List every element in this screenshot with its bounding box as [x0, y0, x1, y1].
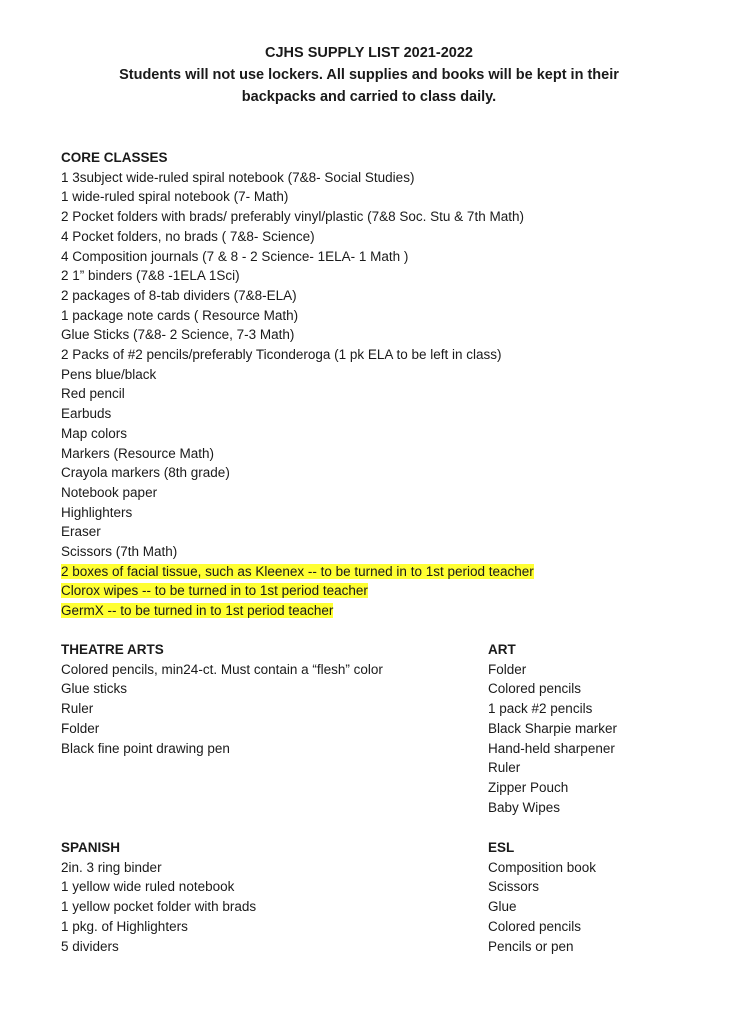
list-item: Pencils or pen — [488, 938, 574, 954]
list-item: Black Sharpie marker — [488, 720, 618, 736]
list-item: Eraser — [61, 524, 101, 540]
list-item: Colored pencils — [488, 918, 582, 934]
header-note-line-2: backpacks and carried to class daily. — [241, 89, 497, 105]
document-title: CJHS SUPPLY LIST 2021-2022 — [265, 45, 473, 61]
header-note-line-1: Students will not use lockers. All supplies and books will be kept in their — [119, 67, 619, 83]
highlighted-list-item — [61, 601, 534, 621]
highlighted-list-item — [61, 562, 534, 582]
list-item: Glue Sticks (7&8- 2 Science, 7-3 Math) — [61, 327, 295, 343]
list-item: 2 packages of 8-tab dividers (7&8-ELA) — [61, 287, 297, 303]
highlighted-list-item — [61, 581, 534, 601]
list-item: 1 package note cards ( Resource Math) — [61, 307, 299, 323]
list-item: 1 pack #2 pencils — [488, 701, 593, 717]
list-item: Crayola markers (8th grade) — [61, 465, 230, 481]
list-item: 2 Packs of #2 pencils/preferably Ticonderoga (1 pk ELA to be left in class) — [61, 347, 502, 363]
section-title: THEATRE ARTS — [61, 642, 164, 657]
list-item: Folder — [488, 661, 527, 677]
list-item: Scissors — [488, 879, 540, 895]
list-item: Colored pencils — [488, 681, 582, 697]
section-title: ART — [488, 642, 516, 657]
section-title: SPANISH — [61, 840, 121, 855]
list-item: 5 dividers — [61, 938, 119, 954]
list-item: Glue — [488, 899, 517, 915]
list-item: Map colors — [61, 425, 128, 441]
core-classes-section — [61, 148, 534, 621]
list-item: Ruler — [488, 760, 521, 776]
list-item: 1 yellow pocket folder with brads — [61, 899, 257, 915]
list-item: Red pencil — [61, 386, 125, 402]
list-item: Composition book — [488, 859, 597, 875]
list-item: Scissors (7th Math) — [61, 544, 178, 560]
highlighted-text: GermX -- to be turned in to 1st period teacher — [61, 603, 334, 619]
spanish-section — [61, 838, 256, 956]
list-item: Zipper Pouch — [488, 779, 569, 795]
list-item: Pens blue/black — [61, 366, 157, 382]
list-item: 4 Pocket folders, no brads ( 7&8- Science) — [61, 228, 315, 244]
list-item: 2 Pocket folders with brads/ preferably vinyl/plastic (7&8 Soc. Stu & 7th Math) — [61, 209, 524, 225]
list-item: Earbuds — [61, 406, 112, 422]
list-item: 2in. 3 ring binder — [61, 859, 162, 875]
list-item: Highlighters — [61, 504, 133, 520]
art-section — [488, 640, 617, 817]
list-item: Glue sticks — [61, 681, 128, 697]
list-item: Black fine point drawing pen — [61, 740, 230, 756]
esl-section — [488, 838, 596, 956]
list-item: Markers (Resource Math) — [61, 445, 215, 461]
list-item: 4 Composition journals (7 & 8 - 2 Science- 1ELA- 1 Math ) — [61, 248, 409, 264]
list-item: 1 yellow wide ruled notebook — [61, 879, 235, 895]
list-item: Notebook paper — [61, 484, 158, 500]
theatre-arts-section — [61, 640, 383, 758]
list-item: Hand-held sharpener — [488, 740, 615, 756]
highlighted-text: Clorox wipes -- to be turned in to 1st period teacher — [61, 583, 368, 599]
list-item: 1 pkg. of Highlighters — [61, 918, 188, 934]
list-item: Ruler — [61, 701, 94, 717]
list-item: Folder — [61, 720, 100, 736]
list-item: 1 wide-ruled spiral notebook (7- Math) — [61, 189, 289, 205]
highlighted-text: 2 boxes of facial tissue, such as Kleenex -- to be turned in to 1st period teacher — [61, 563, 534, 579]
section-title: CORE CLASSES — [61, 150, 168, 165]
list-item: 2 1” binders (7&8 -1ELA 1Sci) — [61, 268, 240, 284]
list-item: Baby Wipes — [488, 799, 561, 815]
document-header — [0, 42, 738, 108]
list-item: 1 3subject wide-ruled spiral notebook (7&8- Social Studies) — [61, 169, 415, 185]
list-item: Colored pencils, min24-ct. Must contain a “flesh” color — [61, 661, 383, 677]
section-title: ESL — [488, 840, 515, 855]
